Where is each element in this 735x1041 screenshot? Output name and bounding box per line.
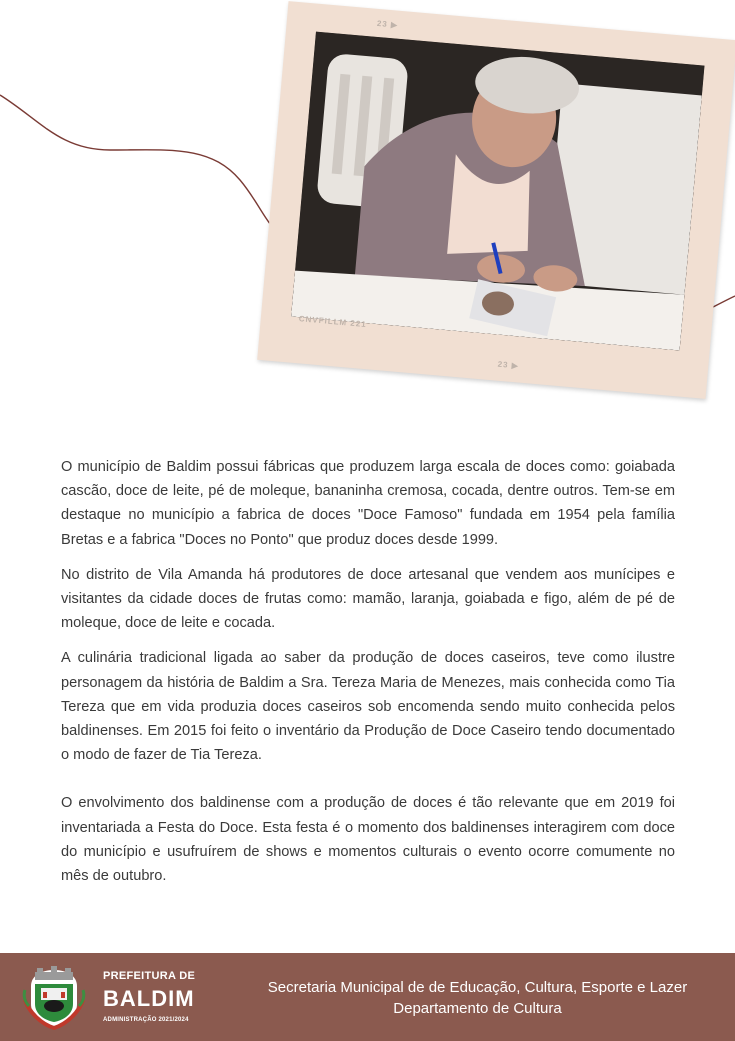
photo-woman-writing — [291, 32, 704, 351]
paragraph: A culinária tradicional ligada ao saber da produção de doces caseiros, teve como ilustre personagem da história de Baldim a Sra. Tereza Maria de Menezes, mais conhecida como Tia Tereza que em vida produzia doces caseiros sob encomenda sendo muito conhecida pelos baldinenses. Em 2015 foi feito o inventário da Produção de Doce Caseiro tendo documentado o modo de fazer de Tia Tereza. — [61, 650, 675, 764]
secretaria-block — [245, 977, 710, 1019]
administration-label: ADMINISTRAÇÃO 2021/2024 — [103, 1017, 189, 1023]
film-frame-number-bottom: 23 ▶ — [497, 359, 520, 371]
city-name: BALDIM — [103, 986, 195, 1011]
prefeitura-label: PREFEITURA DE — [103, 970, 196, 982]
photo-frame — [257, 1, 735, 399]
film-code-label: CNVFILLM 221 — [298, 314, 368, 330]
main-text — [61, 455, 675, 899]
baldim-coat-of-arms-icon — [21, 964, 87, 1030]
department-name: Departamento de Cultura — [393, 1000, 562, 1017]
film-frame-number: 23 ▶ — [376, 18, 399, 30]
paragraph: No distrito de Vila Amanda há produtores de doce artesanal que vendem aos munícipes e visitantes da cidade doces de frutas como: mamão, laranja, goiabada e figo, além de pé de moleque, doce de leite e cocada. — [61, 566, 675, 632]
secretaria-name: Secretaria Municipal de de Educação, Cultura, Esporte e Lazer — [267, 979, 688, 996]
footer-bar — [0, 953, 735, 1041]
paragraph: O envolvimento dos baldinense com a produção de doces é tão relevante que em 2019 foi inventariada a Festa do Doce. Esta festa é o momento dos baldinenses interagirem com doce do município e usufruírem de shows e momentos culturais o evento ocorre comumente no mês de outubro. — [61, 795, 675, 885]
paragraph: O município de Baldim possui fábricas que produzem larga escala de doces como: goiabada cascão, doce de leite, pé de moleque, bananinha cremosa, cocada, dentre outros. Tem-se em destaque no município a fabrica de doces "Doce Famoso" fundada em 1954 pela família Bretas e a fabrica "Doces no Ponto" que produz doces desde 1999. — [61, 459, 675, 548]
